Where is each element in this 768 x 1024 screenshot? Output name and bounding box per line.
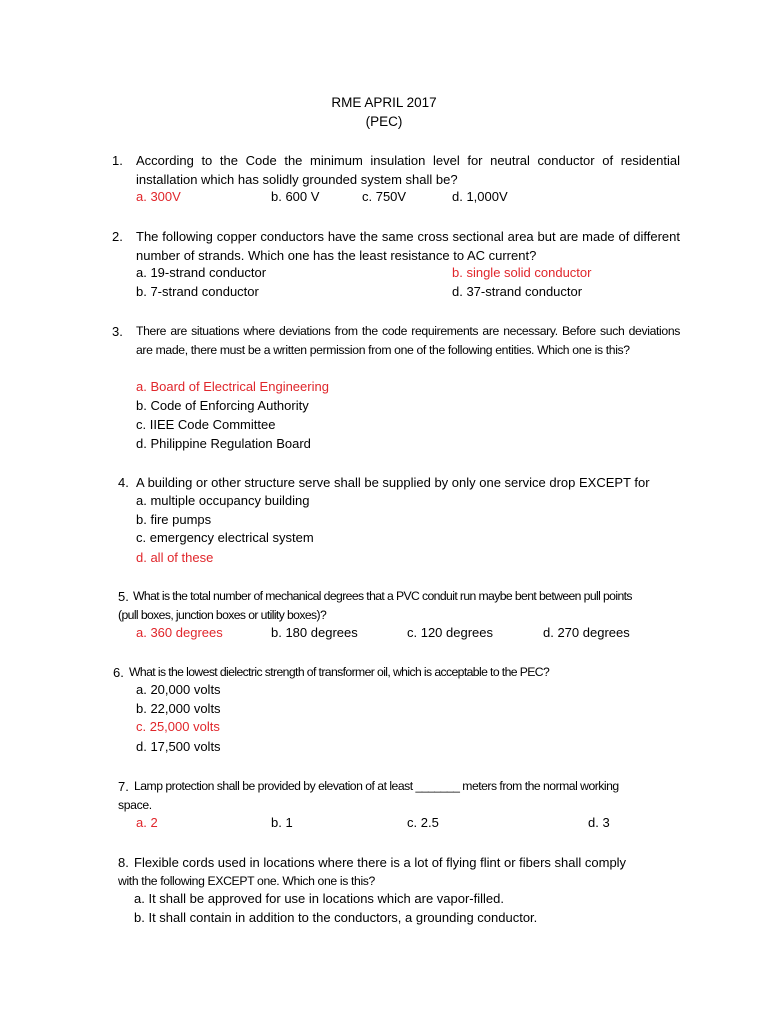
question-3 — [112, 322, 680, 360]
question-number: 1. — [112, 153, 123, 168]
question-number: 3. — [112, 324, 123, 339]
question-text: The following copper conductors have the same cross sectional area but are made of different number of strands. Which one has the least resistance to AC current? — [136, 229, 680, 263]
option-a: a. It shall be approved for use in locations which are vapor-filled. — [134, 891, 504, 906]
option-a: a. 20,000 volts — [136, 682, 221, 697]
option-d-answer: d. all of these — [136, 550, 214, 565]
option-b: b. fire pumps — [136, 512, 212, 527]
question-number: 2. — [112, 229, 123, 244]
question-5-text-line2: (pull boxes, junction boxes or utility boxes)? — [118, 608, 327, 622]
question-7-text-line2: space. — [118, 798, 152, 812]
question-7-number: 7. — [118, 779, 129, 794]
option-a-answer: a. 360 degrees — [136, 625, 223, 640]
option-b: b. 7-strand conductor — [136, 284, 259, 299]
option-d: d. 17,500 volts — [136, 739, 221, 754]
option-b: b. 600 V — [271, 189, 320, 204]
question-7-text-line1: Lamp protection shall be provided by elevation of at least _______ meters from the normal working — [134, 779, 619, 793]
option-b: b. 22,000 volts — [136, 701, 221, 716]
option-d: d. 37-strand conductor — [452, 284, 583, 299]
option-d: d. 1,000V — [452, 189, 508, 204]
question-6-number: 6. — [113, 665, 124, 680]
option-b-answer: b. single solid conductor — [452, 265, 592, 280]
option-c: c. IIEE Code Committee — [136, 417, 276, 432]
question-8-text-line2: with the following EXCEPT one. Which one is this? — [118, 874, 375, 888]
question-2 — [112, 227, 680, 265]
question-5-number: 5. — [118, 589, 129, 604]
option-c: c. 120 degrees — [407, 625, 494, 640]
option-c: c. 2.5 — [407, 815, 439, 830]
question-8-number: 8. — [118, 855, 129, 870]
question-5-text-line1: What is the total number of mechanical degrees that a PVC conduit run maybe bent between pull points — [133, 589, 632, 603]
option-b: b. Code of Enforcing Authority — [136, 398, 309, 413]
option-b: b. It shall contain in addition to the conductors, a grounding conductor. — [134, 910, 538, 925]
option-d: d. Philippine Regulation Board — [136, 436, 311, 451]
question-1 — [112, 151, 680, 189]
option-d: d. 270 degrees — [543, 625, 630, 640]
option-c: c. 750V — [362, 189, 407, 204]
option-a-answer: a. 2 — [136, 815, 158, 830]
option-c-answer: c. 25,000 volts — [136, 719, 220, 734]
question-4-number: 4. — [118, 475, 129, 490]
question-text: According to the Code the minimum insulation level for neutral conductor of residential installation which has solidly grounded system shall be? — [136, 153, 680, 187]
option-a-answer: a. Board of Electrical Engineering — [136, 379, 329, 394]
document-subtitle: (PEC) — [365, 114, 403, 129]
option-b: b. 1 — [271, 815, 293, 830]
document-title: RME APRIL 2017 — [331, 95, 437, 110]
option-a-answer: a. 300V — [136, 189, 181, 204]
option-a: a. multiple occupancy building — [136, 493, 310, 508]
question-text: There are situations where deviations from the code requirements are necessary. Before such deviations are made, there must be a written permission from one of the following entities. Which one is this? — [136, 324, 680, 357]
option-a: a. 19-strand conductor — [136, 265, 267, 280]
question-8-text-line1: Flexible cords used in locations where there is a lot of flying flint or fibers shall comply — [134, 855, 627, 870]
option-d: d. 3 — [588, 815, 610, 830]
option-b: b. 180 degrees — [271, 625, 358, 640]
question-6-text: What is the lowest dielectric strength of transformer oil, which is acceptable to the PEC? — [129, 665, 550, 679]
question-4-text: A building or other structure serve shall be supplied by only one service drop EXCEPT for — [136, 475, 650, 490]
option-c: c. emergency electrical system — [136, 530, 314, 545]
